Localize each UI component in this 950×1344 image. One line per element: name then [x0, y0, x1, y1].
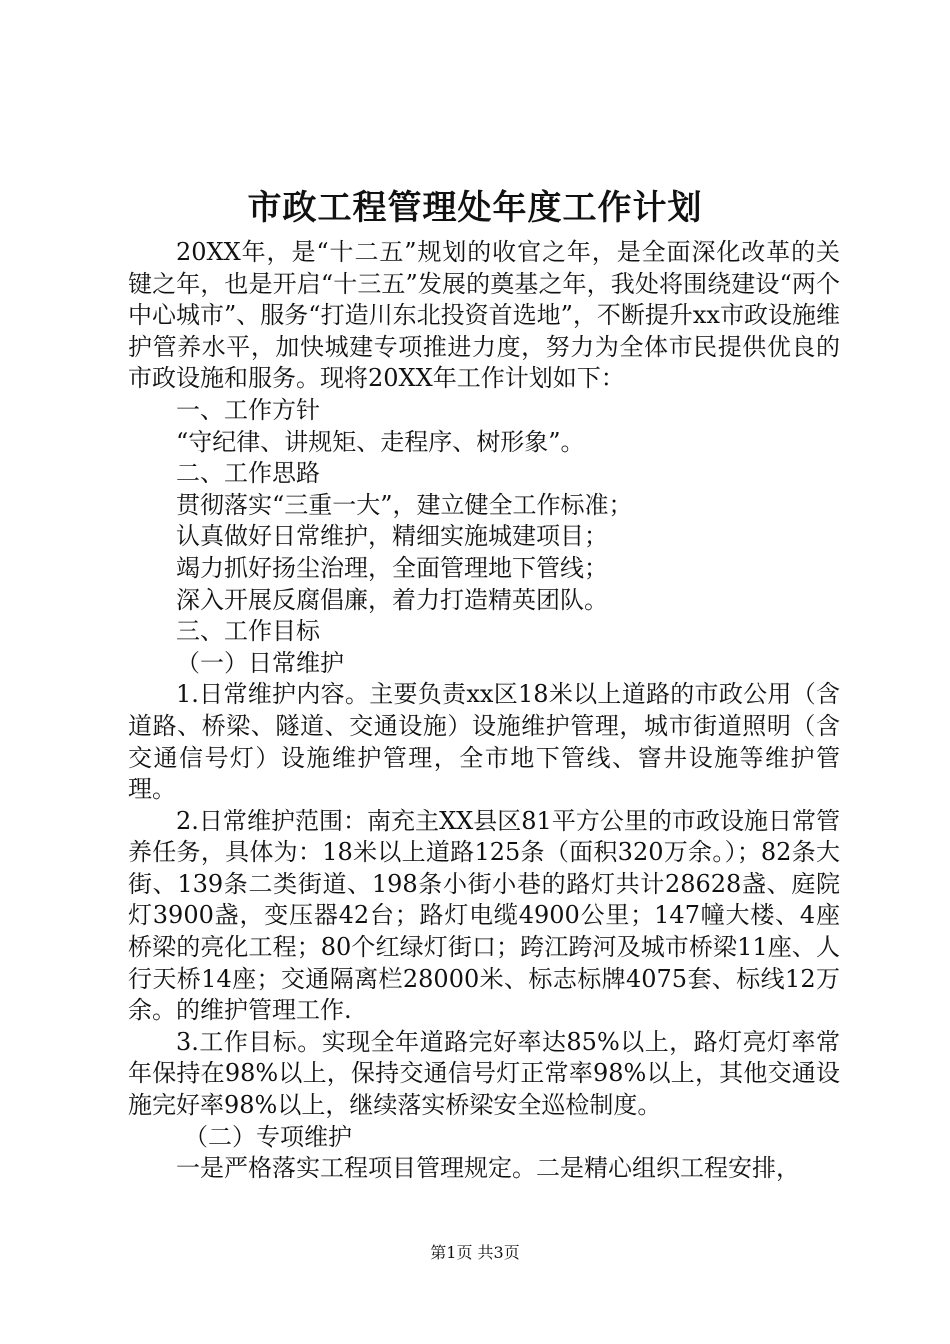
paragraph-approach-4: 深入开展反腐倡廉，着力打造精英团队。: [176, 585, 608, 614]
paragraph-special-1: 一是严格落实工程项目管理规定。二是精心组织工程安排，: [176, 1154, 800, 1183]
paragraph-policy: “守纪律、讲规矩、走程序、树形象”。: [176, 427, 585, 456]
heading-work-approach: 二、工作思路: [176, 459, 320, 488]
paragraph-daily-content: 1.日常维护内容。主要负责xx区18米以上道路的市政公用（含道路、桥梁、隧道、交通设施）设施维护管理，城市街道照明（含交通信号灯）设施维护管理，全市地下管线、窨井设施等维护管理。: [128, 680, 840, 804]
paragraph-daily-scope: 2.日常维护范围：南充主XX县区81平方公里的市政设施日常管养任务，具体为：18米以上道路125条（面积320万余。）；82条大街、139条二类街道、198条小街小巷的路灯共计28628盏、庭院灯3900盏，变压器42台；路灯电缆4900公里；147幢大楼、4座桥梁的亮化工程；80个红绿灯街口；跨江跨河及城市桥梁11座、人行天桥14座；交通隔离栏28000米、标志标牌4075套、标线12万余。的维护管理工作.: [128, 806, 840, 1025]
page-footer: 第1页 共3页: [430, 1243, 520, 1262]
paragraph-approach-2: 认真做好日常维护，精细实施城建项目；: [176, 522, 608, 551]
heading-work-goals: 三、工作目标: [176, 617, 320, 646]
subheading-special-maintenance: （二）专项维护: [184, 1122, 352, 1151]
document-title: 市政工程管理处年度工作计划: [247, 188, 703, 228]
paragraph-approach-3: 竭力抓好扬尘治理，全面管理地下管线；: [176, 553, 608, 582]
document-body: [128, 237, 840, 1185]
heading-work-policy: 一、工作方针: [176, 395, 320, 424]
paragraph-daily-goals: 3.工作目标。实现全年道路完好率达85%以上，路灯亮灯率常年保持在98%以上，保持交通信号灯正常率98%以上，其他交通设施完好率98%以上，继续落实桥梁安全巡检制度。: [128, 1027, 840, 1120]
paragraph-intro: 20XX年，是“十二五”规划的收官之年，是全面深化改革的关键之年，也是开启“十三五”发展的奠基之年，我处将围绕建设“两个中心城市”、服务“打造川东北投资首选地”，不断提升xx市政设施维护管养水平，加快城建专项推进力度，努力为全体市民提供优良的市政设施和服务。现将20XX年工作计划如下：: [128, 238, 840, 393]
subheading-daily-maintenance: （一）日常维护: [176, 648, 344, 677]
paragraph-approach-1: 贯彻落实“三重一大”，建立健全工作标准；: [176, 490, 633, 519]
